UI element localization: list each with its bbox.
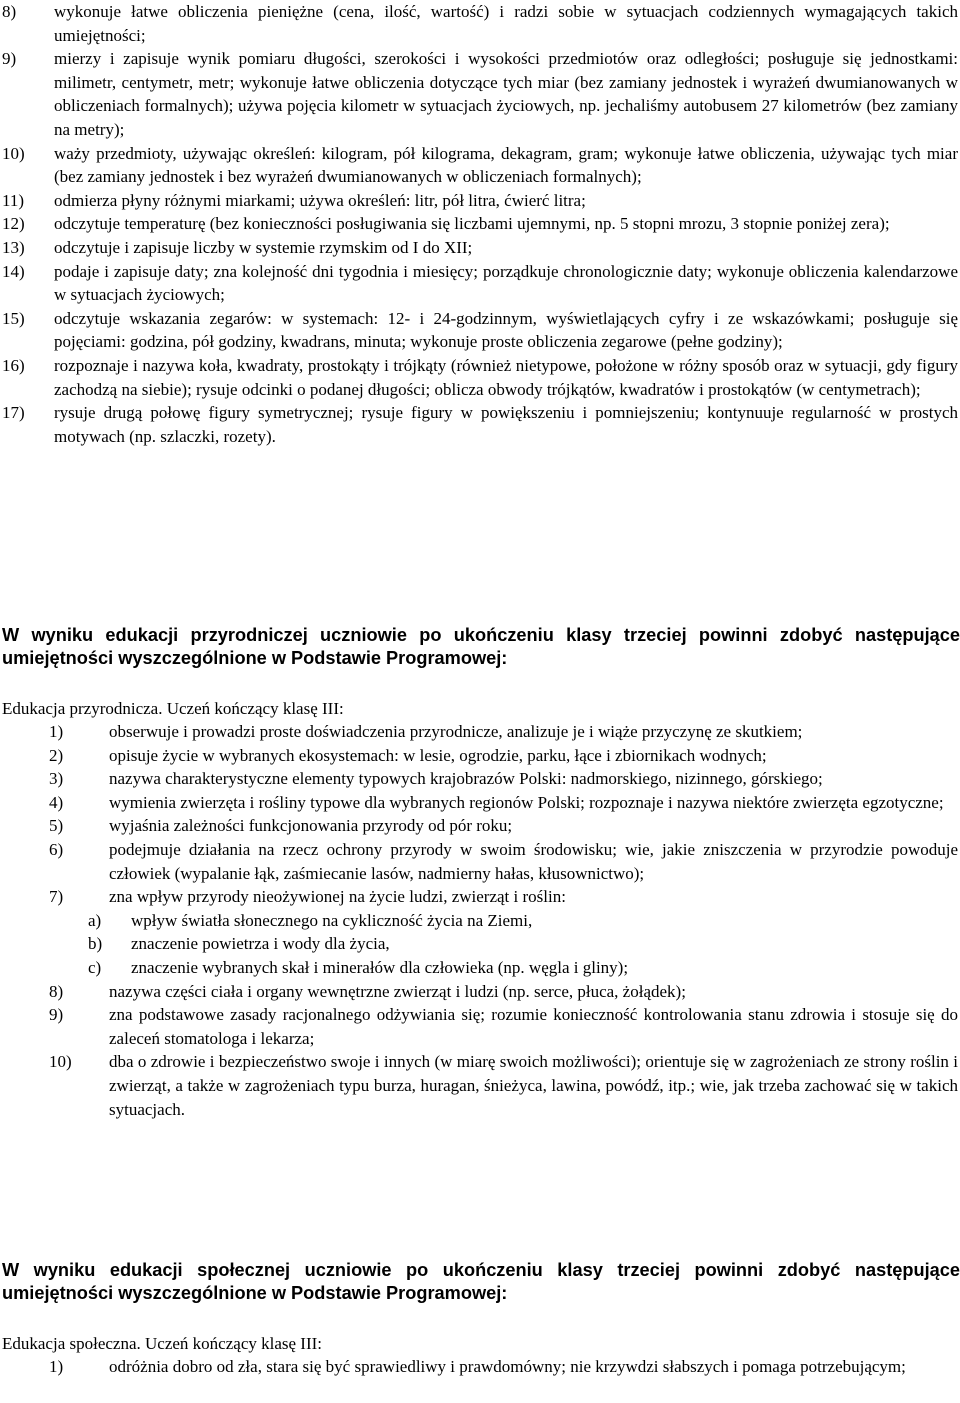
item-number: 9) (2, 49, 17, 69)
list-item (0, 1003, 958, 1050)
item-text: opisuje życie w wybranych ekosystemach: w lesie, ogrodzie, parku, łące i zbiornikach wodnych; (109, 745, 767, 765)
item-text: odróżnia dobro od zła, stara się być sprawiedliwy i prawdomówny; nie krzywdzi słabszych i pomaga potrzebującym; (109, 1357, 906, 1376)
list-item (0, 212, 958, 236)
item-number: 10) (49, 1052, 72, 1072)
list-item (0, 744, 958, 768)
section-heading-nature: W wyniku edukacji przyrodniczej uczniowie po ukończeniu klasy trzeciej powinni zdobyć następujące umiejętności wyszczególnione w Podstawie Programowej: (2, 625, 960, 668)
sub-list-item (0, 932, 958, 956)
list-item (0, 260, 958, 307)
list-item (0, 142, 958, 189)
item-number: 14) (2, 261, 25, 281)
sub-list-item (0, 956, 958, 980)
list-item (0, 791, 958, 815)
item-text: podejmuje działania na rzecz ochrony przyrody w swoim środowisku; wie, jakie zniszczenia w przyrodzie powoduje człowiek (wypalanie łąk, zaśmiecanie lasów, nadmierny hałas, kłusownictwo); (109, 839, 958, 883)
item-text: obserwuje i prowadzi proste doświadczenia przyrodnicze, analizuje je i wiąże przyczynę ze skutkiem; (109, 722, 803, 741)
nature-skills-list (0, 720, 958, 1121)
sub-item-letter: a) (88, 910, 102, 930)
social-skills-list (0, 1355, 958, 1379)
list-item (0, 1355, 958, 1379)
list-item (0, 401, 958, 448)
list-item (0, 189, 958, 213)
item-text: zna wpływ przyrody nieożywionej na życie ludzi, zwierząt i roślin: (109, 887, 566, 907)
item-number: 5) (49, 816, 64, 836)
list-item (0, 720, 958, 744)
item-text: odczytuje wskazania zegarów: w systemach: 12- i 24-godzinnym, wyświetlających cyfry i ze wskazówkami; posługuje się pojęciami: godzina, pół godziny, kwadrans, minuta; wykonuje proste obliczenia zegarowe (pełne godziny); (54, 308, 958, 352)
list-item (0, 767, 958, 791)
item-text: wyjaśnia zależności funkcjonowania przyrody od pór roku; (109, 816, 513, 836)
item-number: 1) (49, 722, 64, 741)
item-number: 6) (49, 839, 64, 859)
math-skills-list (0, 0, 958, 448)
list-item (0, 47, 958, 141)
item-number: 17) (2, 403, 25, 423)
item-text: zna podstawowe zasady racjonalnego odżywiania się; rozumie konieczność kontrolowania stanu zdrowia i stosuje się do zaleceń stomatologa i lekarza; (109, 1005, 958, 1048)
list-item (0, 236, 958, 260)
item-text: waży przedmioty, używając określeń: kilogram, pół kilograma, dekagram, gram; wykonuje łatwe obliczenia, używając tych miar (bez zamiany jednostek i bez wyrażeń dwumianowanych w obliczeniach formalnych); (54, 143, 958, 187)
item-text: mierzy i zapisuje wynik pomiaru długości, szerokości i wysokości przedmiotów oraz odległości; posługuje się jednostkami: milimetr, centymetr, metr; wykonuje łatwe obliczenia dotyczące tych miar (bez zamiany jednostek i wyrażeń dwumianowanych w obliczeniach formalnych); używa pojęcia kilometr w sytuacjach życiowych, np. jechaliśmy autobusem 27 kilometrów (bez zamiany na metry); (54, 49, 958, 139)
list-item (0, 814, 958, 838)
item-text: wykonuje łatwe obliczenia pieniężne (cena, ilość, wartość) i radzi sobie w sytuacjach codziennych wymagających takich umiejętności; (54, 2, 958, 45)
item-text: wymienia zwierzęta i rośliny typowe dla wybranych regionów Polski; rozpoznaje i nazywa niektóre zwierzęta egzotyczne; (109, 792, 944, 812)
list-item (0, 885, 958, 909)
item-number: 2) (49, 745, 64, 765)
section-heading-social: W wyniku edukacji społecznej uczniowie po ukończeniu klasy trzeciej powinni zdobyć następujące umiejętności wyszczególnione w Podstawie Programowej: (2, 1260, 960, 1303)
list-item (0, 980, 958, 1004)
section-intro-nature: Edukacja przyrodnicza. Uczeń kończący klasę III: (2, 699, 344, 718)
item-number: 7) (49, 887, 64, 907)
item-text: dba o zdrowie i bezpieczeństwo swoje i innych (w miarę swoich możliwości); orientuje się w zagrożeniach ze strony roślin i zwierząt, a także w zagrożeniach typu burza, huragan, śnieżyca, lawina, powódź, itp.; wie, jak trzeba zachować się w takich sytuacjach. (109, 1052, 958, 1119)
item-number: 8) (49, 981, 64, 1001)
item-number: 8) (2, 2, 17, 21)
item-text: odczytuje i zapisuje liczby w systemie rzymskim od I do XII; (54, 237, 473, 257)
item-number: 13) (2, 237, 25, 257)
item-text: odmierza płyny różnymi miarkami; używa określeń: litr, pół litra, ćwierć litra; (54, 190, 586, 210)
section-intro-social: Edukacja społeczna. Uczeń kończący klasę III: (2, 1334, 322, 1353)
item-text: nazywa części ciała i organy wewnętrzne zwierząt i ludzi (np. serce, płuca, żołądek); (109, 981, 686, 1001)
item-number: 15) (2, 308, 25, 328)
sub-item-text: znaczenie wybranych skał i minerałów dla człowieka (np. węgla i gliny); (131, 957, 629, 977)
sub-item-text: znaczenie powietrza i wody dla życia, (131, 934, 390, 954)
sub-item-letter: c) (88, 957, 102, 977)
list-item (0, 838, 958, 885)
item-number: 1) (49, 1357, 64, 1376)
list-item (0, 307, 958, 354)
item-text: podaje i zapisuje daty; zna kolejność dni tygodnia i miesięcy; porządkuje chronologicznie daty; wykonuje obliczenia kalendarzowe w sytuacjach życiowych; (54, 261, 958, 305)
item-number: 4) (49, 792, 64, 812)
item-text: nazywa charakterystyczne elementy typowych krajobrazów Polski: nadmorskiego, nizinnego, górskiego; (109, 769, 823, 789)
list-item (0, 1050, 958, 1121)
sub-list-item (0, 909, 958, 933)
item-number: 11) (2, 190, 25, 210)
sub-item-text: wpływ światła słonecznego na cykliczność życia na Ziemi, (131, 910, 533, 930)
item-number: 3) (49, 769, 64, 789)
item-text: rysuje drugą połowę figury symetrycznej; rysuje figury w powiększeniu i pomniejszeniu; kontynuuje regularność w prostych motywach (np. szlaczki, rozety). (54, 403, 958, 446)
sub-item-letter: b) (88, 934, 103, 954)
item-text: rozpoznaje i nazywa koła, kwadraty, prostokąty i trójkąty (również nietypowe, położone w różny sposób oraz w sytuacji, gdy figury zachodzą na siebie); rysuje odcinki o podanej długości; oblicza obwody trójkątów, kwadratów i prostokątów (w centymetrach); (54, 355, 958, 399)
list-item (0, 0, 958, 47)
item-number: 12) (2, 214, 25, 234)
item-text: odczytuje temperaturę (bez konieczności posługiwania się liczbami ujemnymi, np. 5 stopni mrozu, 3 stopnie poniżej zera); (54, 214, 890, 234)
item-number: 9) (49, 1005, 64, 1025)
item-number: 10) (2, 143, 25, 163)
list-item (0, 354, 958, 401)
item-number: 16) (2, 355, 25, 375)
